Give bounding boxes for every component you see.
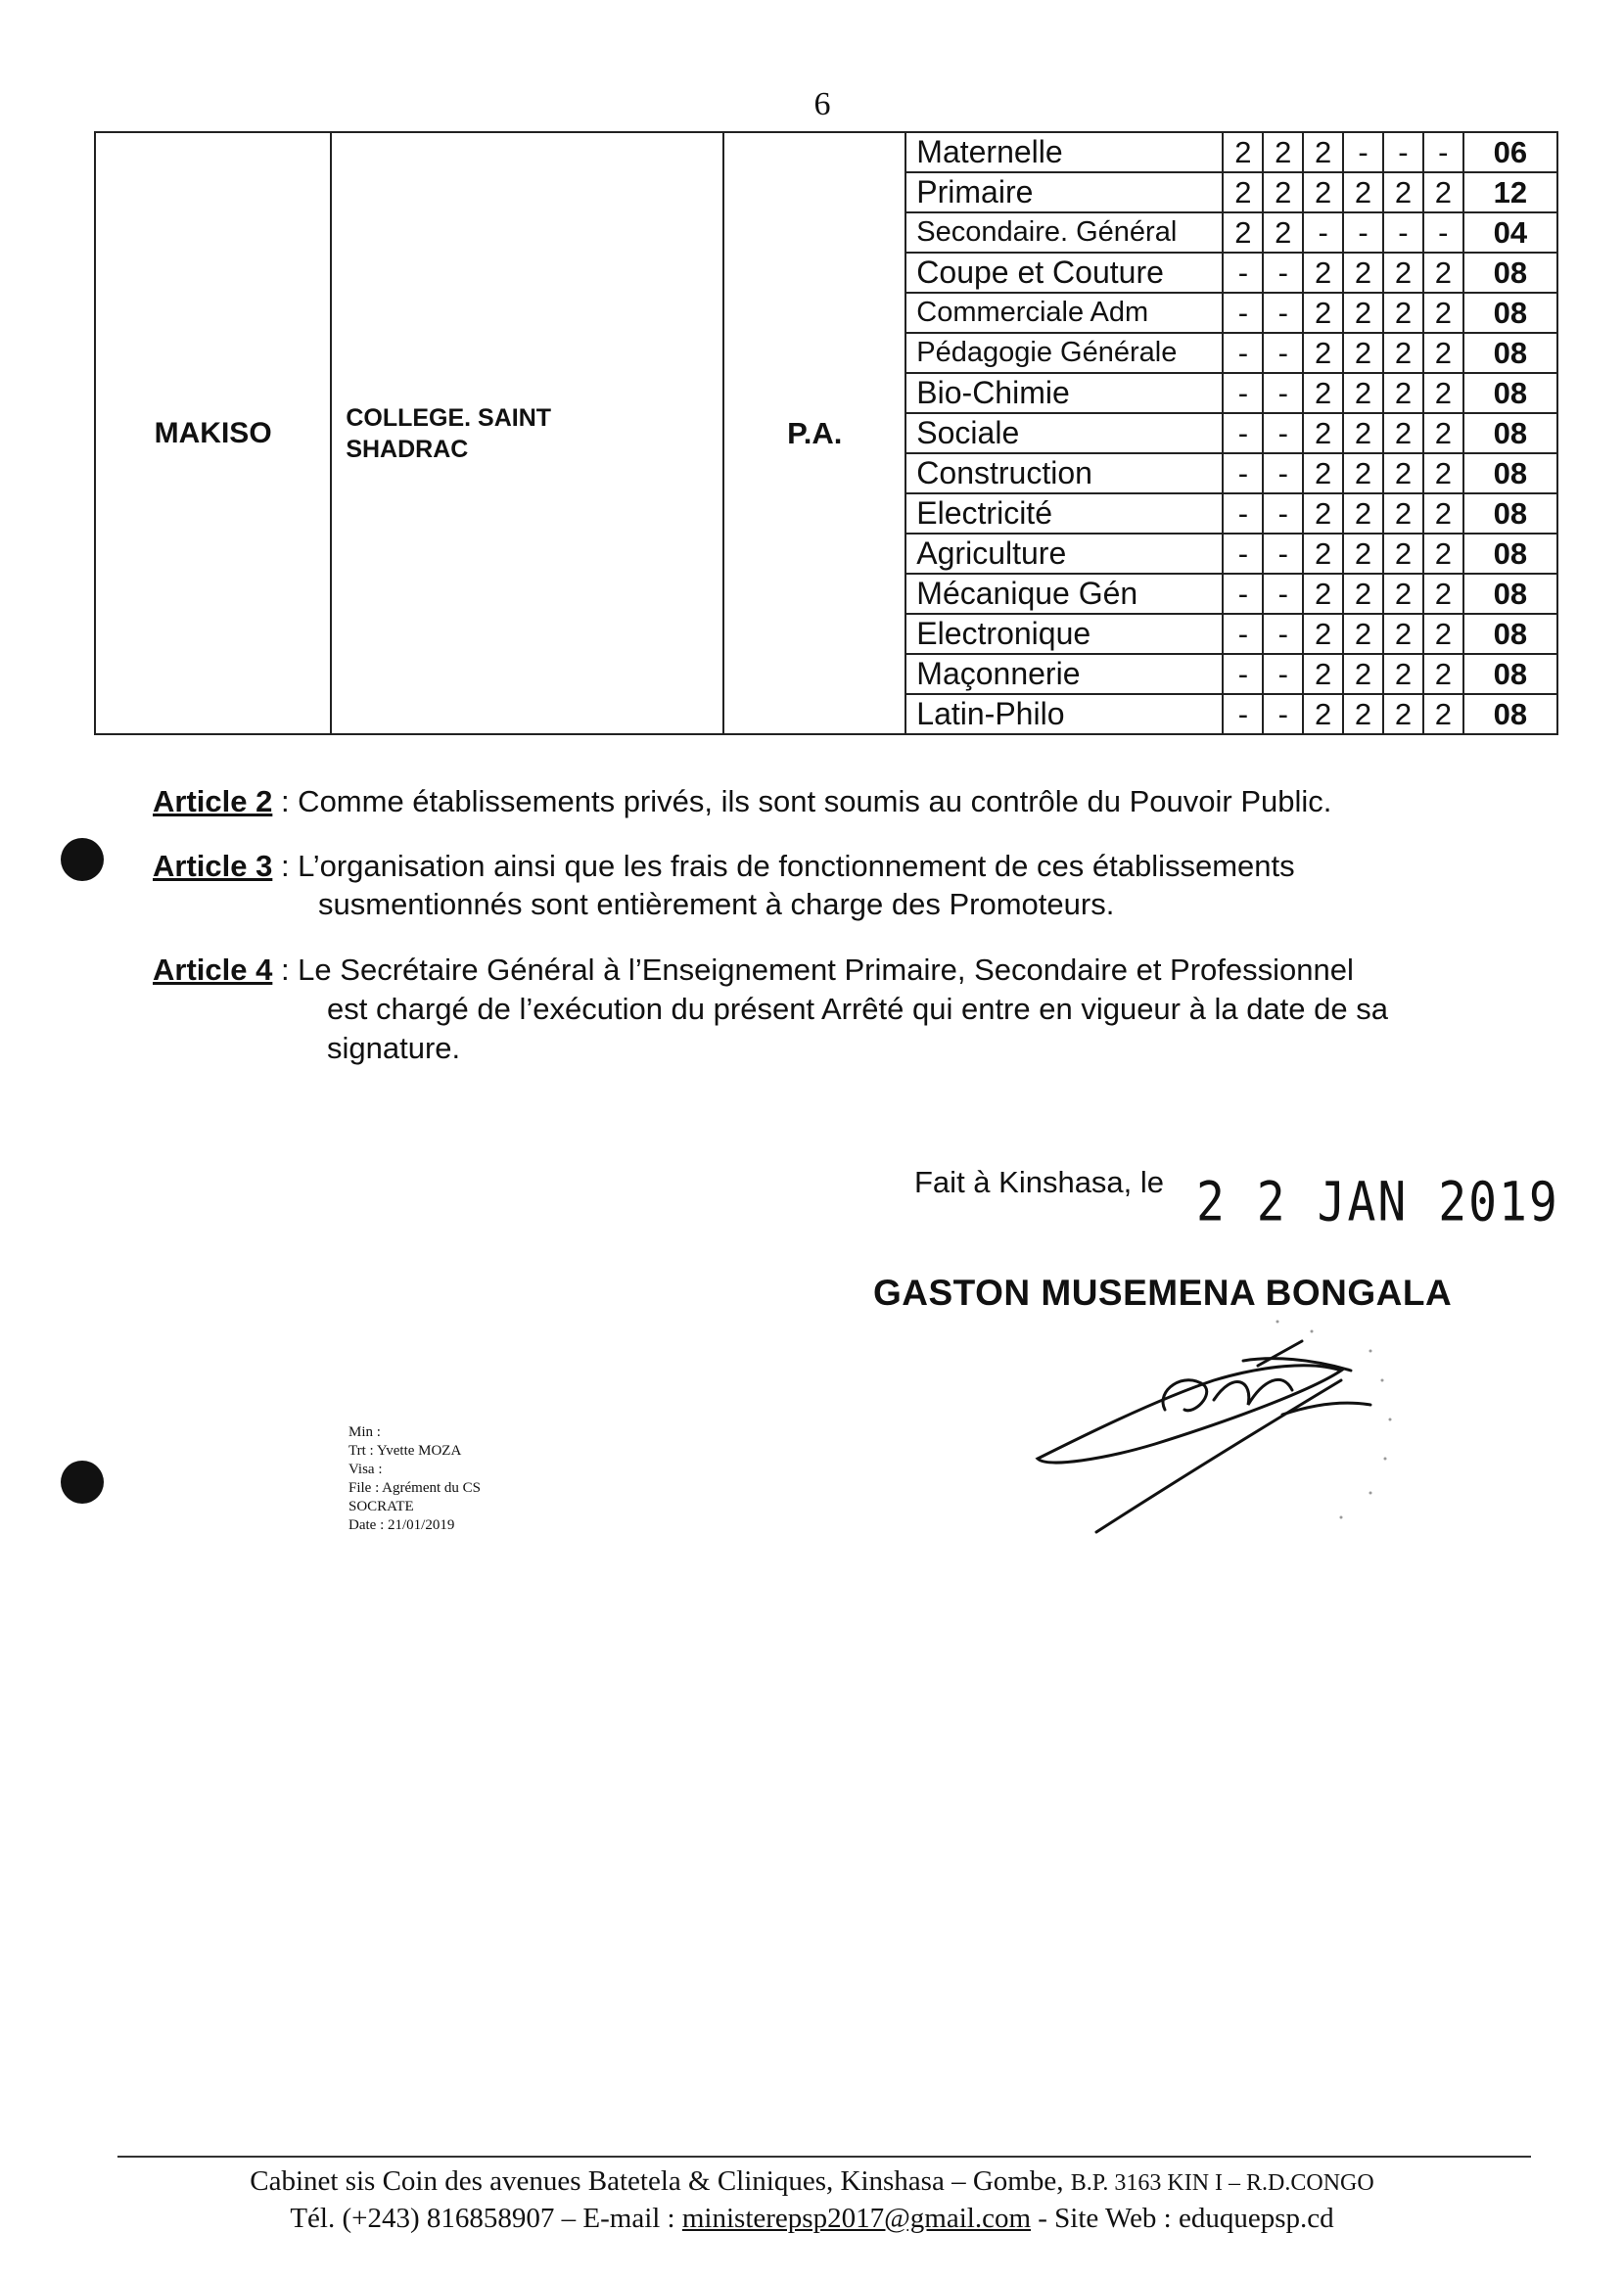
class-count-cell: 2 [1303,132,1343,172]
total-cell: 06 [1463,132,1557,172]
option-cell: Electronique [905,614,1223,654]
note-trt: Trt : Yvette MOZA [348,1443,462,1459]
article-2-label: Article 2 [153,784,273,818]
class-count-cell: - [1263,694,1303,734]
commune-name: MAKISO [154,416,272,449]
class-count-cell: 2 [1343,694,1383,734]
total-cell: 08 [1463,654,1557,694]
option-cell: Commerciale Adm [905,293,1223,333]
class-count-cell: - [1223,333,1263,373]
class-count-cell: - [1343,212,1383,253]
total-cell: 08 [1463,453,1557,493]
class-count-cell: 2 [1303,413,1343,453]
option-cell: Coupe et Couture [905,253,1223,293]
class-count-cell: 2 [1423,574,1463,614]
total-cell: 08 [1463,534,1557,574]
class-count-cell: 2 [1423,373,1463,413]
table-row [95,132,1557,172]
option-cell: Primaire [905,172,1223,212]
class-count-cell: - [1263,253,1303,293]
class-count-cell: 2 [1343,453,1383,493]
class-count-cell: 2 [1343,574,1383,614]
class-count-cell: - [1223,373,1263,413]
class-count-cell: 2 [1383,172,1423,212]
option-cell: Electricité [905,493,1223,534]
class-count-cell: 2 [1343,493,1383,534]
note-min: Min : [348,1424,381,1440]
article-3-label: Article 3 [153,849,273,883]
date-stamp: 2 2 JAN 2019 [1196,1170,1559,1234]
class-count-cell: - [1263,413,1303,453]
class-count-cell: - [1223,694,1263,734]
footer-postal: B.P. 3163 KIN I – R.D.CONGO [1070,2170,1374,2196]
class-count-cell: - [1223,534,1263,574]
total-cell: 08 [1463,373,1557,413]
place-date-label: Fait à Kinshasa, le [914,1165,1165,1199]
class-count-cell: - [1223,654,1263,694]
class-count-cell: 2 [1343,654,1383,694]
class-count-cell: 2 [1303,574,1343,614]
class-count-cell: - [1383,132,1423,172]
class-count-cell: 2 [1223,172,1263,212]
class-count-cell: - [1263,614,1303,654]
class-count-cell: 2 [1303,493,1343,534]
class-count-cell: 2 [1423,493,1463,534]
class-count-cell: - [1263,373,1303,413]
class-count-cell: 2 [1423,534,1463,574]
article-2-text: : Comme établissements privés, ils sont soumis au contrôle du Pouvoir Public. [272,784,1332,818]
class-count-cell: 2 [1303,253,1343,293]
class-count-cell: - [1223,574,1263,614]
footer-address [0,2165,1624,2198]
school-name-line2: SHADRAC [346,435,469,463]
class-count-cell: - [1223,453,1263,493]
option-cell: Maçonnerie [905,654,1223,694]
total-cell: 08 [1463,333,1557,373]
school-name-line1: COLLEGE. SAINT [346,403,552,432]
note-visa: Visa : [348,1462,383,1477]
footer-website: - Site Web : eduquepsp.cd [1031,2203,1334,2234]
class-count-cell: - [1223,293,1263,333]
class-count-cell: - [1343,132,1383,172]
commune-cell [95,132,331,734]
school-cell [331,132,723,734]
class-count-cell: 2 [1383,654,1423,694]
class-count-cell: 2 [1303,453,1343,493]
class-count-cell: - [1263,293,1303,333]
article-4 [153,952,1523,989]
note-file-cont: SOCRATE [348,1499,414,1514]
class-count-cell: 2 [1383,373,1423,413]
class-count-cell: - [1263,333,1303,373]
option-cell: Maternelle [905,132,1223,172]
punch-hole-top [61,838,104,881]
total-cell: 08 [1463,293,1557,333]
option-cell: Bio-Chimie [905,373,1223,413]
class-count-cell: 2 [1383,453,1423,493]
total-cell: 12 [1463,172,1557,212]
total-cell: 08 [1463,413,1557,453]
class-count-cell: 2 [1383,413,1423,453]
class-count-cell: 2 [1343,373,1383,413]
total-cell: 08 [1463,574,1557,614]
class-count-cell: 2 [1383,614,1423,654]
footer-email-link[interactable]: ministerepsp2017@gmail.com [681,2203,1032,2234]
article-3-line1: : L’organisation ainsi que les frais de fonctionnement de ces établissements [272,849,1295,883]
class-count-cell: 2 [1423,654,1463,694]
class-count-cell: 2 [1343,172,1383,212]
article-4-line2: est chargé de l’exécution du présent Arrêté qui entre en vigueur à la date de sa [327,992,1388,1026]
footer-address-text: Cabinet sis Coin des avenues Batetela & Cliniques, Kinshasa – Gombe, [250,2165,1071,2197]
class-count-cell: 2 [1303,333,1343,373]
class-count-cell: 2 [1383,333,1423,373]
class-count-cell: 2 [1383,534,1423,574]
class-count-cell: 2 [1423,333,1463,373]
class-count-cell: 2 [1423,694,1463,734]
class-count-cell: 2 [1423,453,1463,493]
class-count-cell: 2 [1383,574,1423,614]
class-count-cell: 2 [1383,694,1423,734]
class-count-cell: 2 [1383,293,1423,333]
punch-hole-bottom [61,1461,104,1504]
total-cell: 08 [1463,253,1557,293]
class-count-cell: - [1263,654,1303,694]
class-count-cell: - [1383,212,1423,253]
class-count-cell: 2 [1303,654,1343,694]
class-count-cell: - [1223,253,1263,293]
note-file: File : Agrément du CS [348,1480,481,1496]
footer-contact [0,2203,1624,2235]
footer-phone: Tél. (+243) 816858907 – E-mail : [290,2203,682,2234]
page-number: 6 [813,86,831,122]
option-cell: Sociale [905,413,1223,453]
class-count-cell: - [1223,614,1263,654]
class-count-cell: 2 [1423,293,1463,333]
footer-divider [117,2156,1531,2158]
total-cell: 08 [1463,493,1557,534]
class-count-cell: 2 [1343,333,1383,373]
class-count-cell: - [1263,534,1303,574]
class-count-cell: 2 [1303,172,1343,212]
class-count-cell: - [1423,132,1463,172]
class-count-cell: - [1223,413,1263,453]
class-count-cell: 2 [1303,534,1343,574]
regime-label: P.A. [787,415,843,450]
class-count-cell: 2 [1303,373,1343,413]
regime-cell [723,132,905,734]
class-count-cell: - [1263,493,1303,534]
class-count-cell: 2 [1343,253,1383,293]
class-count-cell: 2 [1343,534,1383,574]
article-4-label: Article 4 [153,953,273,987]
class-count-cell: 2 [1383,493,1423,534]
article-4-line3: signature. [327,1031,461,1065]
signatory-name: GASTON MUSEMENA BONGALA [873,1273,1453,1313]
class-count-cell: 2 [1263,212,1303,253]
class-count-cell: 2 [1303,694,1343,734]
option-cell: Pédagogie Générale [905,333,1223,373]
option-cell: Construction [905,453,1223,493]
article-3 [153,848,1523,885]
class-count-cell: 2 [1423,253,1463,293]
class-count-cell: 2 [1423,413,1463,453]
class-count-cell: 2 [1263,172,1303,212]
class-count-cell: 2 [1423,172,1463,212]
class-count-cell: 2 [1303,293,1343,333]
class-count-cell: 2 [1383,253,1423,293]
school-approval-table [94,131,1558,735]
class-count-cell: 2 [1223,212,1263,253]
total-cell: 08 [1463,614,1557,654]
total-cell: 08 [1463,694,1557,734]
article-4-line1: : Le Secrétaire Général à l’Enseignement Primaire, Secondaire et Professionnel [272,953,1354,987]
article-2 [153,783,1523,820]
class-count-cell: 2 [1343,614,1383,654]
class-count-cell: 2 [1303,614,1343,654]
class-count-cell: - [1423,212,1463,253]
class-count-cell: 2 [1263,132,1303,172]
class-count-cell: 2 [1343,413,1383,453]
handwritten-signature [1018,1312,1429,1557]
option-cell: Mécanique Gén [905,574,1223,614]
total-cell: 04 [1463,212,1557,253]
class-count-cell: 2 [1423,614,1463,654]
class-count-cell: - [1303,212,1343,253]
option-cell: Latin-Philo [905,694,1223,734]
option-cell: Agriculture [905,534,1223,574]
class-count-cell: 2 [1343,293,1383,333]
class-count-cell: - [1263,574,1303,614]
class-count-cell: - [1223,493,1263,534]
option-cell: Secondaire. Général [905,212,1223,253]
class-count-cell: - [1263,453,1303,493]
class-count-cell: 2 [1223,132,1263,172]
article-3-line2: susmentionnés sont entièrement à charge des Promoteurs. [318,887,1115,921]
note-date: Date : 21/01/2019 [348,1517,455,1533]
